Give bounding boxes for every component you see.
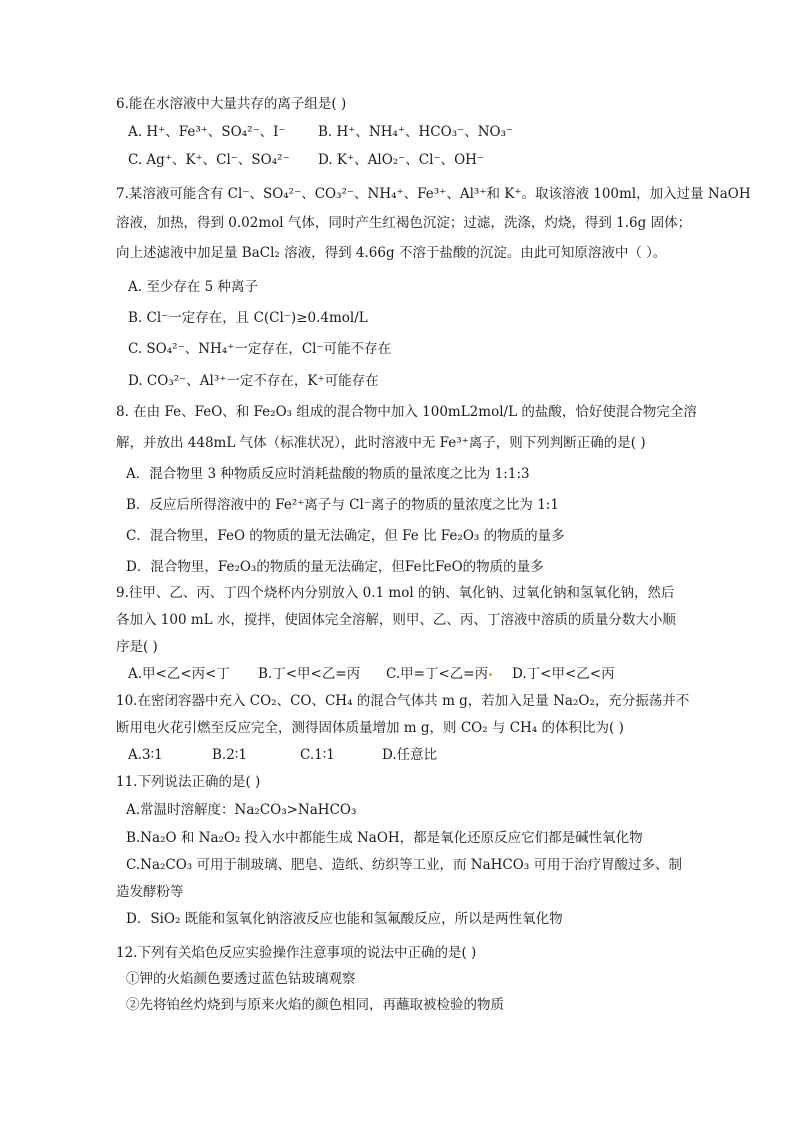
q7-option-b: B. Cl⁻一定存在，且 C(Cl⁻)≥0.4mol/L (128, 310, 368, 326)
q6-option-b: B. H⁺、NH₄⁺、HCO₃⁻、NO₃⁻ (318, 124, 514, 140)
q11-option-c-line2: 造发酵粉等 (116, 884, 184, 900)
q11-option-a: A.常温时溶解度：Na₂CO₃>NaHCO₃ (126, 802, 357, 818)
q10-option-c: C.1∶1 (300, 747, 335, 763)
q6-option-c: C. Ag⁺、K⁺、Cl⁻、SO₄²⁻ (128, 152, 290, 168)
q9-option-c (386, 665, 492, 683)
q6-option-a: A. H⁺、Fe³⁺、SO₄²⁻、I⁻ (128, 124, 286, 140)
q10-stem-line2: 断用电火花引燃至反应完全，测得固体质量增加 m g，则 CO₂ 与 CH₄ 的体积比为( ) (116, 720, 624, 736)
ink-dot-mark (489, 673, 492, 676)
q9-option-b: B.丁<甲<乙=丙 (258, 666, 361, 682)
q9-stem-line1: 9.往甲、乙、丙、丁四个烧杯内分别放入 0.1 mol 的钠、氧化钠、过氧化钠和氢氧化钠，然后 (116, 585, 675, 601)
q8-stem-line2: 解，并放出 448mL 气体（标准状况），此时溶液中无 Fe³⁺离子，则下列判断正确的是( ) (116, 435, 646, 451)
q10-option-a: A.3∶1 (128, 747, 163, 763)
q6-option-d: D. K⁺、AlO₂⁻、Cl⁻、OH⁻ (318, 152, 485, 168)
q7-stem-line1: 7.某溶液可能含有 Cl⁻、SO₄²⁻、CO₃²⁻、NH₄⁺、Fe³⁺、Al³⁺和 K⁺。取该溶液 100ml，加入过量 NaOH (116, 186, 751, 202)
q7-stem-line2: 溶液，加热，得到 0.02mol 气体，同时产生红褐色沉淀；过滤，洗涤，灼烧，得到 1.6g 固体； (116, 215, 692, 231)
q7-option-d: D. CO₃²⁻、Al³⁺一定不存在，K⁺可能存在 (128, 373, 379, 389)
q11-stem: 11.下列说法正确的是( ) (116, 774, 261, 790)
q9-option-d: D.丁<甲<乙<丙 (512, 666, 615, 682)
q7-option-c: C. SO₄²⁻、NH₄⁺一定存在，Cl⁻可能不存在 (128, 341, 392, 357)
q9-option-a: A.甲<乙<丙<丁 (128, 666, 230, 682)
q11-option-d: D．SiO₂ 既能和氢氧化钠溶液反应也能和氢氟酸反应，所以是两性氧化物 (126, 911, 563, 927)
q12-stem: 12.下列有关焰色反应实验操作注意事项的说法中正确的是( ) (116, 945, 477, 961)
q10-option-b: B.2∶1 (212, 747, 247, 763)
q11-option-b: B.Na₂O 和 Na₂O₂ 投入水中都能生成 NaOH，都是氧化还原反应它们都是碱性氧化物 (126, 830, 643, 846)
q9-option-c-text: C.甲=丁<乙=丙 (386, 666, 489, 682)
q12-item-2: ②先将铂丝灼烧到与原来火焰的颜色相同，再蘸取被检验的物质 (126, 997, 504, 1013)
q11-option-c-line1: C.Na₂CO₃ 可用于制玻璃、肥皂、造纸、纺织等工业，而 NaHCO₃ 可用于治疗胃酸过多、制 (126, 857, 683, 873)
q8-option-b: B．反应后所得溶液中的 Fe²⁺离子与 Cl⁻离子的物质的量浓度之比为 1:1 (126, 497, 559, 513)
q9-stem-line3: 序是( ) (116, 639, 158, 655)
q8-option-d: D．混合物里，Fe₂O₃的物质的量无法确定，但Fe比FeO的物质的量多 (126, 559, 544, 575)
q8-stem-line1: 8. 在由 Fe、FeO、和 Fe₂O₃ 组成的混合物中加入 100mL2mol/L 的盐酸，恰好使混合物完全溶 (116, 404, 697, 420)
q12-item-1: ①钾的火焰颜色要透过蓝色钴玻璃观察 (126, 971, 356, 987)
q9-stem-line2: 各加入 100 mL 水，搅拌，使固体完全溶解，则甲、乙、丙、丁溶液中溶质的质量分数大小顺 (116, 612, 676, 628)
q10-option-d: D.任意比 (382, 747, 438, 763)
q8-option-a: A．混合物里 3 种物质反应时消耗盐酸的物质的量浓度之比为 1:1:3 (126, 466, 530, 482)
q10-stem-line1: 10.在密闭容器中充入 CO₂、CO、CH₄ 的混合气体共 m g，若加入足量 Na₂O₂，充分振荡并不 (116, 693, 690, 709)
q7-option-a: A. 至少存在 5 种离子 (128, 279, 259, 295)
q6-stem: 6.能在水溶液中大量共存的离子组是( ) (116, 96, 347, 112)
q7-stem-line3: 向上述滤液中加足量 BaCl₂ 溶液，得到 4.66g 不溶于盐酸的沉淀。由此可知原溶液中（ ）。 (116, 245, 667, 261)
q8-option-c: C．混合物里，FeO 的物质的量无法确定，但 Fe 比 Fe₂O₃ 的物质的量多 (126, 528, 565, 544)
